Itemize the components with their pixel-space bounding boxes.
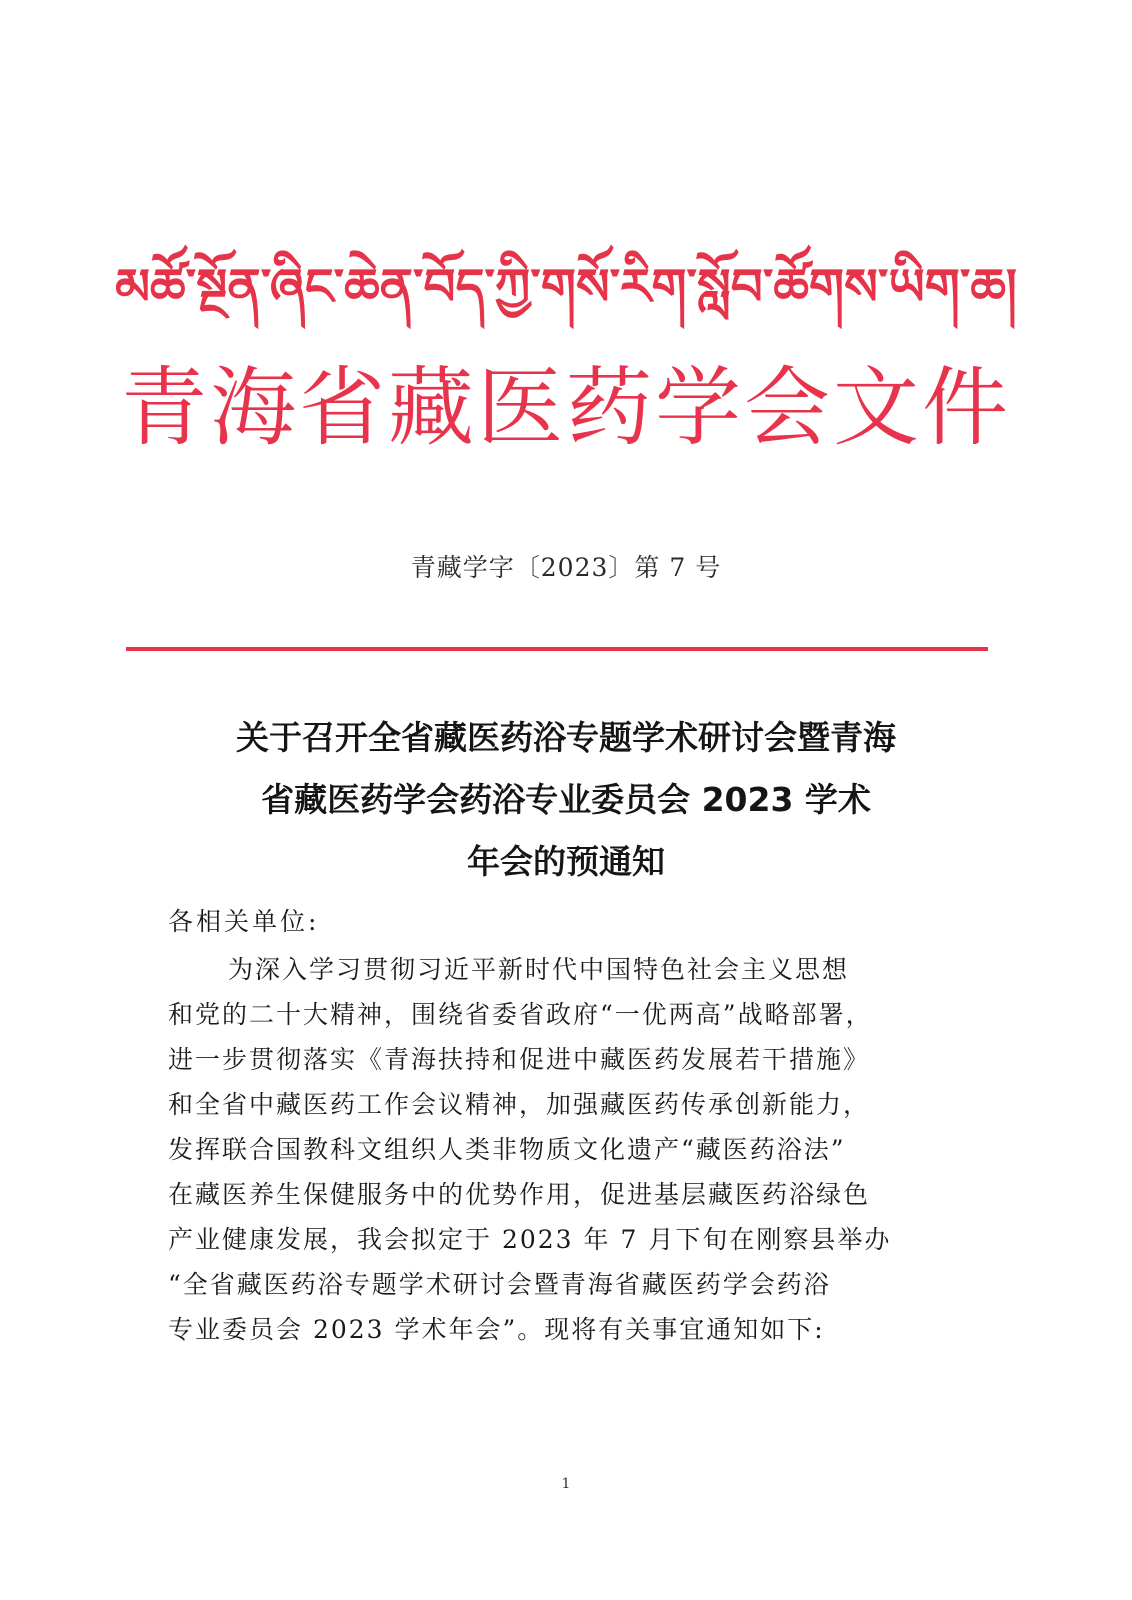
body-line: 在藏医养生保健服务中的优势作用，促进基层藏医药浴绿色 — [168, 1180, 871, 1209]
notice-title-line-3: 年会的预通知 — [467, 842, 665, 881]
body-line: 和全省中藏医药工作会议精神，加强藏医药传承创新能力， — [168, 1090, 871, 1119]
notice-title-line-1: 关于召开全省藏医药浴专题学术研讨会暨青海 — [236, 718, 896, 757]
body-line: 进一步贯彻落实《青海扶持和促进中藏医药发展若干措施》 — [168, 1045, 871, 1074]
body-line: 产业健康发展，我会拟定于 2023 年 7 月下旬在刚察县举办 — [168, 1225, 892, 1254]
body-line: “全省藏医药浴专题学术研讨会暨青海省藏医药学会药浴 — [168, 1270, 831, 1299]
body-line: 发挥联合国教科文组织人类非物质文化遗产“藏医药浴法” — [168, 1135, 846, 1164]
body-line: 和党的二十大精神，围绕省委省政府“一优两高”战略部署， — [168, 1000, 873, 1029]
body-line: 专业委员会 2023 学术年会”。现将有关事宜通知如下: — [168, 1315, 825, 1344]
chinese-letterhead-title: 青海省藏医药学会文件 — [121, 358, 1011, 458]
tibetan-letterhead-title: མཚོ་སྔོན་ཞིང་ཆེན་བོད་ཀྱི་གསོ་རིག་སློབ་ཚོགས་ཡིག་ཆ། — [114, 258, 1018, 316]
salutation: 各相关单位: — [168, 907, 320, 936]
page-number: 1 — [561, 1476, 571, 1492]
notice-title-line-2: 省藏医药学会药浴专业委员会 2023 学术 — [261, 780, 871, 819]
document-number: 青藏学字〔2023〕第 7 号 — [410, 553, 722, 582]
body-line: 为深入学习贯彻习近平新时代中国特色社会主义思想 — [228, 955, 850, 984]
red-divider-line — [126, 647, 988, 651]
